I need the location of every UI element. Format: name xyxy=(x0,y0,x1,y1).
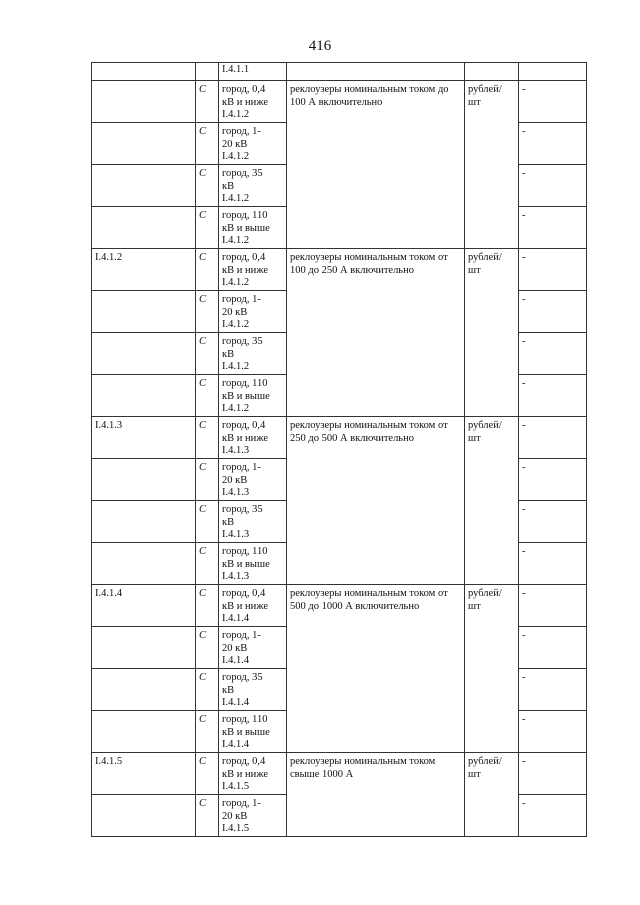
location-line: город, 0,4 xyxy=(222,252,266,263)
code-cell xyxy=(92,291,196,333)
location-line: город, 35 xyxy=(222,504,263,515)
code-cell xyxy=(92,63,196,81)
code-cell xyxy=(92,543,196,585)
location-cell xyxy=(219,669,287,711)
location-line: I.4.1.2 xyxy=(222,109,250,120)
value-cell: - xyxy=(519,501,587,543)
category-cell: С xyxy=(196,375,219,417)
location-line: 20 кВ xyxy=(222,474,248,486)
location-line: кВ и ниже xyxy=(222,432,268,444)
category-cell: С xyxy=(196,585,219,627)
location-line: 20 кВ xyxy=(222,642,248,654)
location-cell xyxy=(219,375,287,417)
location-cell xyxy=(219,711,287,753)
location-line: I.4.1.5 xyxy=(222,823,250,834)
table-row xyxy=(92,417,587,459)
location-line: I.4.1.2 xyxy=(222,235,250,246)
location-line: город, 1- xyxy=(222,798,261,809)
location-line: город, 110 xyxy=(222,378,268,389)
location-cell xyxy=(219,585,287,627)
location-line: I.4.1.4 xyxy=(222,613,250,624)
code-cell xyxy=(92,795,196,837)
location-cell xyxy=(219,81,287,123)
category-cell: С xyxy=(196,249,219,291)
location-line: город, 1- xyxy=(222,630,261,641)
location-cell xyxy=(219,501,287,543)
code-cell xyxy=(92,501,196,543)
location-line: город, 0,4 xyxy=(222,756,266,767)
code-cell: I.4.1.5 xyxy=(92,753,196,795)
category-cell: С xyxy=(196,501,219,543)
location-cell xyxy=(219,753,287,795)
code-cell xyxy=(92,669,196,711)
category-cell: С xyxy=(196,753,219,795)
location-line: кВ и выше xyxy=(222,222,270,234)
location-cell xyxy=(219,123,287,165)
location-cell xyxy=(219,63,287,81)
category-cell: С xyxy=(196,291,219,333)
value-cell: - xyxy=(519,207,587,249)
category-cell: С xyxy=(196,81,219,123)
location-line: I.4.1.2 xyxy=(222,361,250,372)
table-row xyxy=(92,585,587,627)
description-cell: реклоузеры номинальным током от 500 до 1000 А включительно xyxy=(287,585,465,753)
location-cell xyxy=(219,543,287,585)
location-line: кВ и выше xyxy=(222,390,270,402)
location-cell xyxy=(219,627,287,669)
value-cell: - xyxy=(519,585,587,627)
location-line: кВ и ниже xyxy=(222,96,268,108)
code-cell xyxy=(92,711,196,753)
table-row xyxy=(92,81,587,123)
code-cell xyxy=(92,81,196,123)
value-cell: - xyxy=(519,333,587,375)
location-line: город, 110 xyxy=(222,210,268,221)
table-row xyxy=(92,753,587,795)
location-line: I.4.1.4 xyxy=(222,697,250,708)
location-line: кВ и выше xyxy=(222,558,270,570)
value-cell: - xyxy=(519,123,587,165)
value-cell: - xyxy=(519,711,587,753)
location-cell xyxy=(219,249,287,291)
table-row xyxy=(92,63,587,81)
code-cell xyxy=(92,123,196,165)
location-line: кВ и выше xyxy=(222,726,270,738)
location-line: кВ xyxy=(222,516,235,528)
value-cell: - xyxy=(519,543,587,585)
location-line: I.4.1.2 xyxy=(222,193,250,204)
table-body xyxy=(92,63,587,837)
category-cell: С xyxy=(196,165,219,207)
location-cell xyxy=(219,165,287,207)
location-line: I.4.1.2 xyxy=(222,151,250,162)
category-cell: С xyxy=(196,795,219,837)
location-cell xyxy=(219,417,287,459)
unit-cell: рублей/ шт xyxy=(465,417,519,585)
code-cell xyxy=(92,627,196,669)
location-line: I.4.1.3 xyxy=(222,445,250,456)
unit-cell: рублей/ шт xyxy=(465,249,519,417)
location-line: 20 кВ xyxy=(222,138,248,150)
description-cell: реклоузеры номинальным током свыше 1000 А xyxy=(287,753,465,837)
location-code: I.4.1.1 xyxy=(222,64,250,75)
code-cell xyxy=(92,459,196,501)
table-row xyxy=(92,249,587,291)
category-cell: С xyxy=(196,417,219,459)
page-number: 416 xyxy=(308,38,332,54)
rates-table xyxy=(91,62,587,837)
location-line: город, 110 xyxy=(222,546,268,557)
code-cell xyxy=(92,333,196,375)
code-cell: I.4.1.4 xyxy=(92,585,196,627)
category-cell: С xyxy=(196,333,219,375)
code-cell xyxy=(92,375,196,417)
value-cell: - xyxy=(519,459,587,501)
category-cell: С xyxy=(196,207,219,249)
description-cell: реклоузеры номинальным током от 250 до 500 А включительно xyxy=(287,417,465,585)
location-line: I.4.1.3 xyxy=(222,571,250,582)
location-line: город, 35 xyxy=(222,672,263,683)
location-cell xyxy=(219,795,287,837)
category-cell xyxy=(196,63,219,81)
location-line: I.4.1.2 xyxy=(222,403,250,414)
location-line: кВ и ниже xyxy=(222,600,268,612)
location-line: 20 кВ xyxy=(222,306,248,318)
location-line: кВ xyxy=(222,684,235,696)
code-cell xyxy=(92,207,196,249)
category-cell: С xyxy=(196,627,219,669)
location-line: кВ xyxy=(222,348,235,360)
location-line: I.4.1.4 xyxy=(222,655,250,666)
value-cell: - xyxy=(519,81,587,123)
location-line: город, 35 xyxy=(222,336,263,347)
value-cell: - xyxy=(519,249,587,291)
category-cell: С xyxy=(196,711,219,753)
category-cell: С xyxy=(196,123,219,165)
unit-cell: рублей/ шт xyxy=(465,81,519,249)
location-line: 20 кВ xyxy=(222,810,248,822)
location-line: I.4.1.4 xyxy=(222,739,250,750)
location-line: I.4.1.2 xyxy=(222,319,250,330)
location-line: I.4.1.2 xyxy=(222,277,250,288)
category-cell: С xyxy=(196,543,219,585)
value-cell: - xyxy=(519,627,587,669)
description-cell: реклоузеры номинальным током до 100 А включительно xyxy=(287,81,465,249)
location-line: город, 110 xyxy=(222,714,268,725)
code-cell: I.4.1.2 xyxy=(92,249,196,291)
location-line: кВ и ниже xyxy=(222,768,268,780)
value-cell: - xyxy=(519,795,587,837)
value-cell: - xyxy=(519,417,587,459)
location-cell xyxy=(219,291,287,333)
location-line: город, 1- xyxy=(222,126,261,137)
location-line: город, 35 xyxy=(222,168,263,179)
code-cell: I.4.1.3 xyxy=(92,417,196,459)
value-cell: - xyxy=(519,669,587,711)
location-cell xyxy=(219,459,287,501)
description-cell: реклоузеры номинальным током от 100 до 250 А включительно xyxy=(287,249,465,417)
category-cell: С xyxy=(196,459,219,501)
code-cell xyxy=(92,165,196,207)
unit-cell: рублей/ шт xyxy=(465,585,519,753)
location-line: город, 0,4 xyxy=(222,84,266,95)
location-line: город, 1- xyxy=(222,462,261,473)
value-cell: - xyxy=(519,753,587,795)
description-cell xyxy=(287,63,465,81)
value-cell xyxy=(519,63,587,81)
location-line: кВ и ниже xyxy=(222,264,268,276)
location-cell xyxy=(219,333,287,375)
location-line: кВ xyxy=(222,180,235,192)
category-cell: С xyxy=(196,669,219,711)
value-cell: - xyxy=(519,375,587,417)
value-cell: - xyxy=(519,291,587,333)
location-line: город, 0,4 xyxy=(222,588,266,599)
unit-cell xyxy=(465,63,519,81)
value-cell: - xyxy=(519,165,587,207)
location-line: I.4.1.3 xyxy=(222,487,250,498)
location-line: I.4.1.5 xyxy=(222,781,250,792)
location-cell xyxy=(219,207,287,249)
unit-cell: рублей/ шт xyxy=(465,753,519,837)
location-line: город, 0,4 xyxy=(222,420,266,431)
location-line: I.4.1.3 xyxy=(222,529,250,540)
location-line: город, 1- xyxy=(222,294,261,305)
